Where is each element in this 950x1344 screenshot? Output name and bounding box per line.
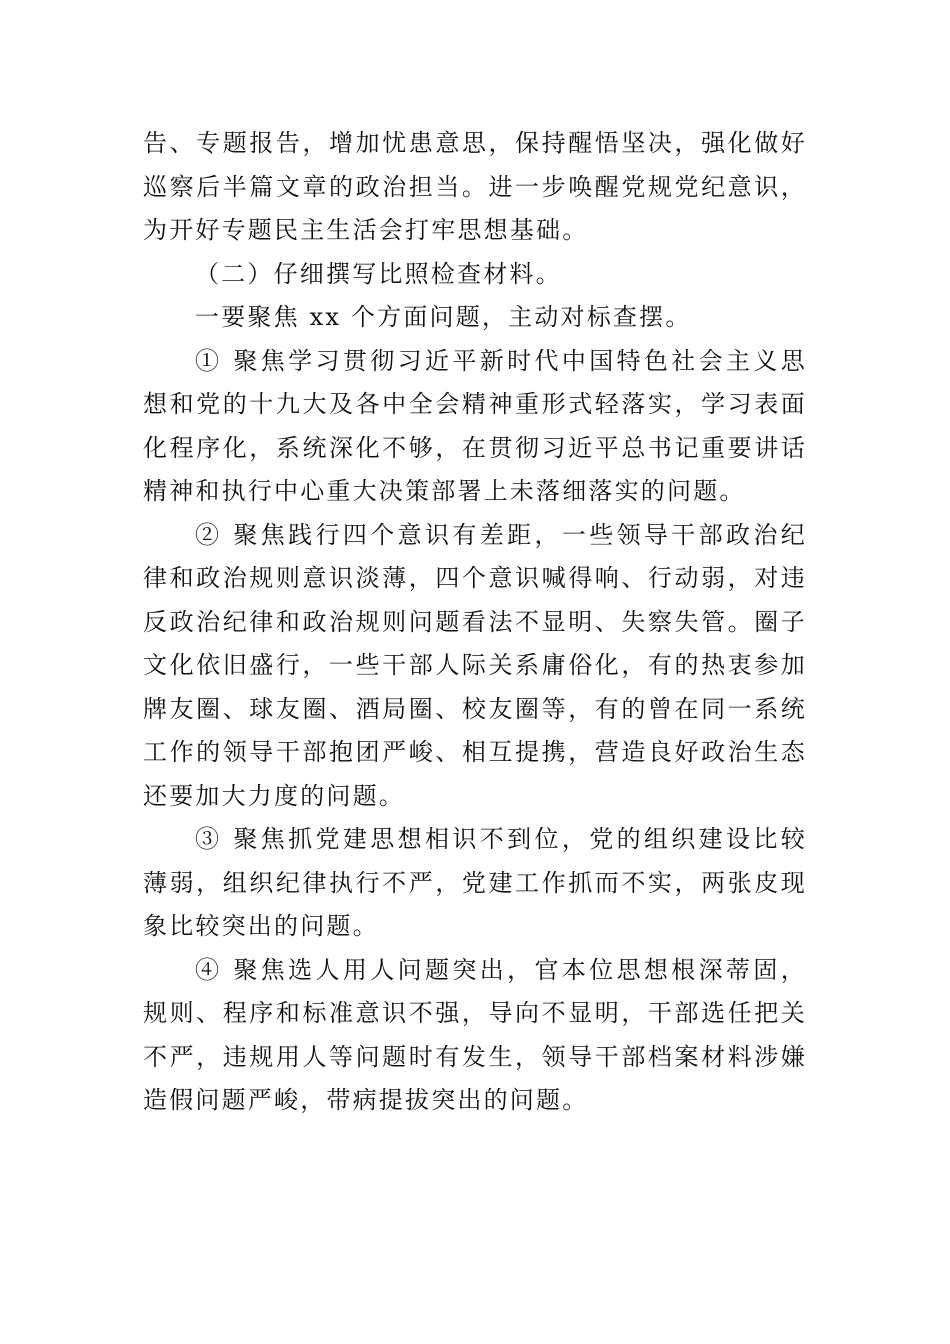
paragraph-item-4: ④ 聚焦选人用人问题突出，官本位思想根深蒂固，规则、程序和标准意识不强，导向不显明，干部选任把关不严，违规用人等问题时有发生，领导干部档案材料涉嫌造假问题严峻，带病提拔突出的问题。	[143, 955, 807, 1114]
paragraph-item-2: ② 聚焦践行四个意识有差距，一些领导干部政治纪律和政治规则意识淡薄，四个意识喊得响、行动弱，对违反政治纪律和政治规则问题看法不显明、失察失管。圈子文化依旧盛行，一些干部人际关系庸俗化，有的热衷参加牌友圈、球友圈、酒局圈、校友圈等，有的曾在同一系统工作的领导干部抱团严峻、相互提携，营造良好政治生态还要加大力度的问题。	[143, 520, 807, 810]
section-heading: （二）仔细撰写比照检查材料。	[195, 259, 562, 288]
paragraph-intro: 一要聚焦 xx 个方面问题，主动对标查摆。	[195, 303, 692, 331]
paragraph-continuation: 告、专题报告，增加忧患意思，保持醒悟坚决，强化做好巡察后半篇文章的政治担当。进一步唤醒党规党纪意识，为开好专题民主生活会打牢思想基础。	[143, 129, 807, 244]
paragraph-item-3: ③ 聚焦抓党建思想相识不到位，党的组织建设比较薄弱，组织纪律执行不严，党建工作抓而不实，两张皮现象比较突出的问题。	[143, 825, 807, 940]
document-body	[143, 122, 807, 1123]
paragraph-item-1: ① 聚焦学习贯彻习近平新时代中国特色社会主义思想和党的十九大及各中全会精神重形式轻落实，学习表面化程序化，系统深化不够，在贯彻习近平总书记重要讲话精神和执行中心重大决策部署上未落细落实的问题。	[143, 346, 807, 505]
